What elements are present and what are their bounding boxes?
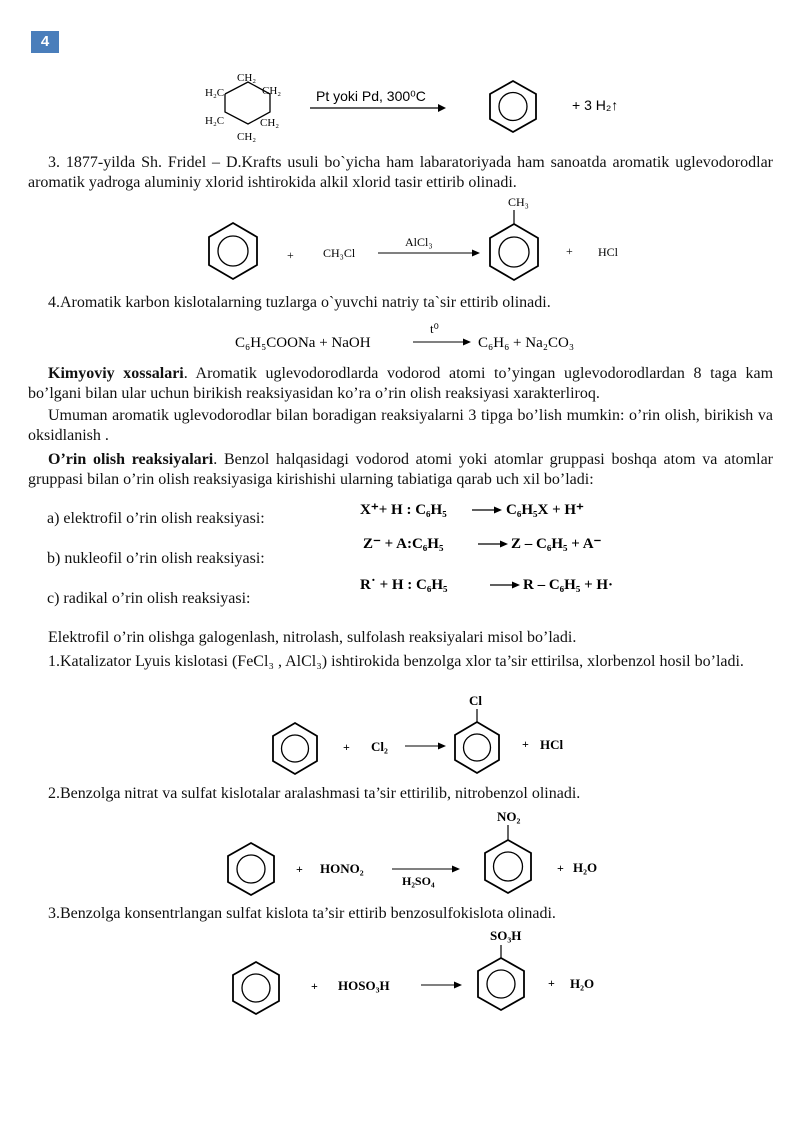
chlorobenzene-product (455, 722, 499, 773)
type-c-left: R˙ + H : C₆H₅ (360, 577, 448, 593)
toluene-substituent: CH₃ (508, 195, 529, 209)
reaction6-reagent: HOSO₃H (338, 978, 390, 993)
cyclohexane-structure (205, 72, 281, 143)
benzene-reactant (209, 223, 257, 279)
paragraph-friedel-crafts: 3. 1877-yilda Sh. Fridel – D.Krafts usuli bo`yicha ham labaratoriyada ham sanoatda aromatik uglevodorodlar aromatik yadroga aluminiy xlorid ishtirokida alkil xlorid tasir ettirib olinadi. (28, 154, 773, 191)
cyclohexane-label-top-left: H₂C (205, 87, 225, 99)
benzene-reactant (233, 962, 279, 1014)
type-a-right: C₆H₅X + H⁺ (506, 502, 584, 518)
substitution-equations (0, 495, 800, 605)
reaction4-reagent: Cl₂ (371, 739, 388, 754)
reaction-friedel-crafts (0, 193, 800, 288)
chlorobenzene-substituent: Cl (469, 693, 482, 708)
type-a-left: X⁺+ H : C₆H₅ (360, 502, 447, 518)
reaction5-plus-1: + (296, 862, 303, 876)
reaction4-plus-1: + (343, 740, 350, 754)
reaction-chlorination (0, 690, 800, 785)
reaction5-catalyst: H₂SO₄ (402, 874, 435, 888)
reaction5-byproduct: H₂O (573, 860, 598, 875)
section-title-chemical-properties: Kimyoviy xossalari (48, 365, 184, 382)
reaction2-plus-2: + (566, 244, 573, 258)
reaction-decarboxylation (0, 318, 800, 358)
reaction5-plus-2: + (557, 861, 564, 875)
reaction3-left: C₆H₅COONa + NaOH (235, 335, 371, 351)
paragraph-sulfonation: 3.Benzolga konsentrlangan sulfat kislota ta’sir ettirib benzosulfokislota olinadi. (48, 905, 556, 922)
type-c-label: c) radikal o’rin olish reaksiyasi: (47, 590, 251, 607)
reaction3-right: C₆H₆ + Na₂CO₃ (478, 335, 575, 351)
type-a-label: a) elektrofil o’rin olish reaksiyasi: (47, 510, 265, 527)
cyclohexane-label-bottom-right: CH₂ (260, 117, 280, 129)
paragraph-carboxylic-salts: 4.Aromatik karbon kislotalarning tuzlarga o`yuvchi natriy ta`sir ettirib olinadi. (48, 294, 551, 311)
cyclohexane-label-top-right: CH₂ (262, 85, 282, 97)
reaction3-condition: t⁰ (430, 321, 439, 336)
reaction2-reagent: CH₃Cl (323, 246, 356, 260)
benzenesulfonic-acid-product (478, 958, 524, 1010)
benzene-product (490, 81, 536, 132)
cyclohexane-label-bottom: CH₂ (237, 131, 257, 143)
toluene-product (490, 224, 538, 280)
reaction6-byproduct: H₂O (570, 976, 595, 991)
reaction-dehydrogenation (0, 0, 800, 145)
paragraph-nitration: 2.Benzolga nitrat va sulfat kislotalar aralashmasi ta’sir ettirilib, nitrobenzol olinadi. (48, 785, 581, 802)
page-number-badge: 4 (31, 31, 59, 53)
reaction5-reagent: HONO₂ (320, 861, 364, 876)
reaction2-byproduct: HCl (598, 245, 619, 259)
nitrobenzene-substituent: NO₂ (497, 809, 521, 824)
section-title-substitution: O’rin olish reaksiyalari (48, 451, 214, 468)
type-b-right: Z – C₆H₅ + A⁻ (511, 536, 602, 552)
paragraph-chlorination: 1.Katalizator Lyuis kislotasi (FeCl₃ , AlCl₃) ishtirokida benzolga xlor ta’sir ettirilsa, xlorbenzol hosil bo’ladi. (48, 653, 744, 670)
reaction4-byproduct: HCl (540, 737, 564, 752)
nitrobenzene-product (485, 840, 531, 893)
reaction1-product-tail: + 3 H₂↑ (572, 97, 619, 113)
paragraph-chemical-properties: Kimyoviy xossalari. Aromatik uglevodorodlarda vodorod atomi to’yingan uglevodorodlardan 8 taga kam bo’lgani bilan ular uchun birikish reaksiyasidan ko’ra o’rin olish reaksiyasi xarakterliroq. (28, 365, 774, 402)
cyclohexane-label-bottom-left: H₂C (205, 115, 225, 127)
benzene-reactant (273, 723, 317, 774)
reaction2-catalyst: AlCl₃ (405, 235, 433, 249)
benzene-reactant (228, 843, 274, 895)
reaction1-condition: Pt yoki Pd, 300⁰C (316, 88, 426, 104)
reaction6-plus-2: + (548, 976, 555, 990)
type-c-right: R – C₆H₅ + H· (523, 577, 614, 593)
cyclohexane-label-top: CH₂ (237, 72, 257, 84)
sulfonic-acid-substituent: SO₃H (490, 928, 522, 943)
reaction-nitration (0, 805, 800, 900)
reaction-sulfonation (0, 925, 800, 1020)
paragraph-electrophilic: Elektrofil o’rin olishga galogenlash, nitrolash, sulfolash reaksiyalari misol bo’ladi. (48, 629, 577, 646)
type-b-label: b) nukleofil o’rin olish reaksiyasi: (47, 550, 265, 567)
paragraph-reaction-types: Umuman aromatik uglevodorodlar bilan boradigan reaksiyalarni 3 tipga bo’lish mumkin: o’rin olish, birikish va oksidlanish . (28, 407, 773, 444)
reaction2-plus-1: + (287, 248, 294, 262)
reaction6-plus-1: + (311, 979, 318, 993)
type-b-left: Z⁻ + A:C₆H₅ (363, 536, 444, 552)
reaction4-plus-2: + (522, 737, 529, 751)
paragraph-substitution: O’rin olish reaksiyalari. Benzol halqasidagi vodorod atomi yoki atomlar gruppasi boshqa atom va atomlar gruppasi bilan o’rin olish reaksiyasiga kirishishi ularning tabiatiga qarab uch xil bo’ladi: (28, 451, 774, 488)
